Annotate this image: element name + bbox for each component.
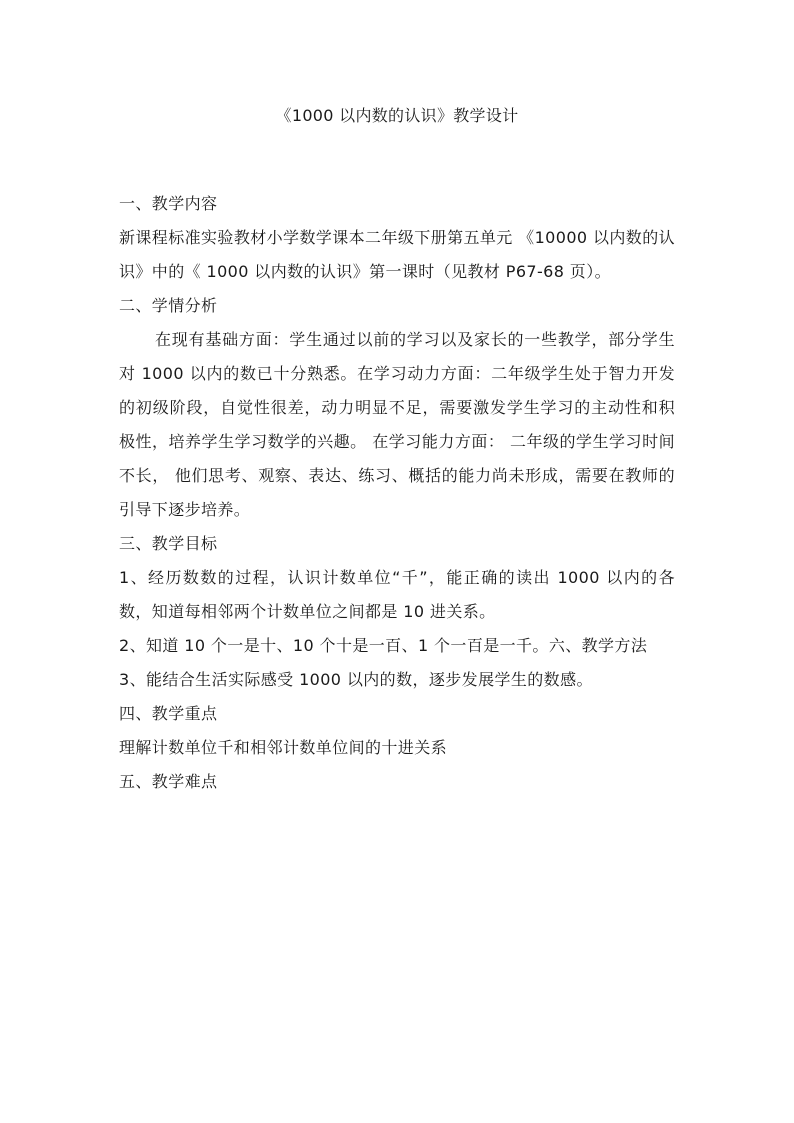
goal-item-1: 1、经历数数的过程，认识计数单位“千”，能正确的读出 1000 以内的各数，知道每相邻两个计数单位之间都是 10 进关系。: [119, 568, 675, 621]
goal-item-3: 3、能结合生活实际感受 1000 以内的数，逐步发展学生的数感。: [119, 670, 593, 689]
document-title: 《1000 以内数的认识》教学设计: [275, 106, 519, 125]
section-heading-teaching-content: 一、教学内容: [119, 194, 218, 213]
section-heading-key-points: 四、教学重点: [119, 704, 218, 723]
document-body: [119, 187, 675, 799]
paragraph-student-analysis: 在现有基础方面：学生通过以前的学习以及家长的一些教学，部分学生对 1000 以内的数已十分熟悉。在学习动力方面：二年级学生处于智力开发的初级阶段，自觉性很差，动力明显不足，需要激发学生学习的主动性和积极性，培养学生学习数学的兴趣。 在学习能力方面： 二年级的学生学习时间不长， 他们思考、观察、表达、练习、概括的能力尚未形成，需要在教师的引导下逐步培养。: [119, 330, 675, 519]
section-heading-teaching-goals: 三、教学目标: [119, 534, 218, 553]
paragraph-teaching-content: 新课程标准实验教材小学数学课本二年级下册第五单元 《10000 以内数的认识》中的《 1000 以内数的认识》第一课时（见教材 P67-68 页）。: [119, 228, 675, 281]
section-heading-difficulties: 五、教学难点: [119, 772, 218, 791]
goal-item-2: 2、知道 10 个一是十、10 个十是一百、1 个一百是一千。六、教学方法: [119, 636, 648, 655]
section-heading-student-analysis: 二、学情分析: [119, 296, 218, 315]
paragraph-key-points: 理解计数单位千和相邻计数单位间的十进关系: [119, 738, 448, 757]
